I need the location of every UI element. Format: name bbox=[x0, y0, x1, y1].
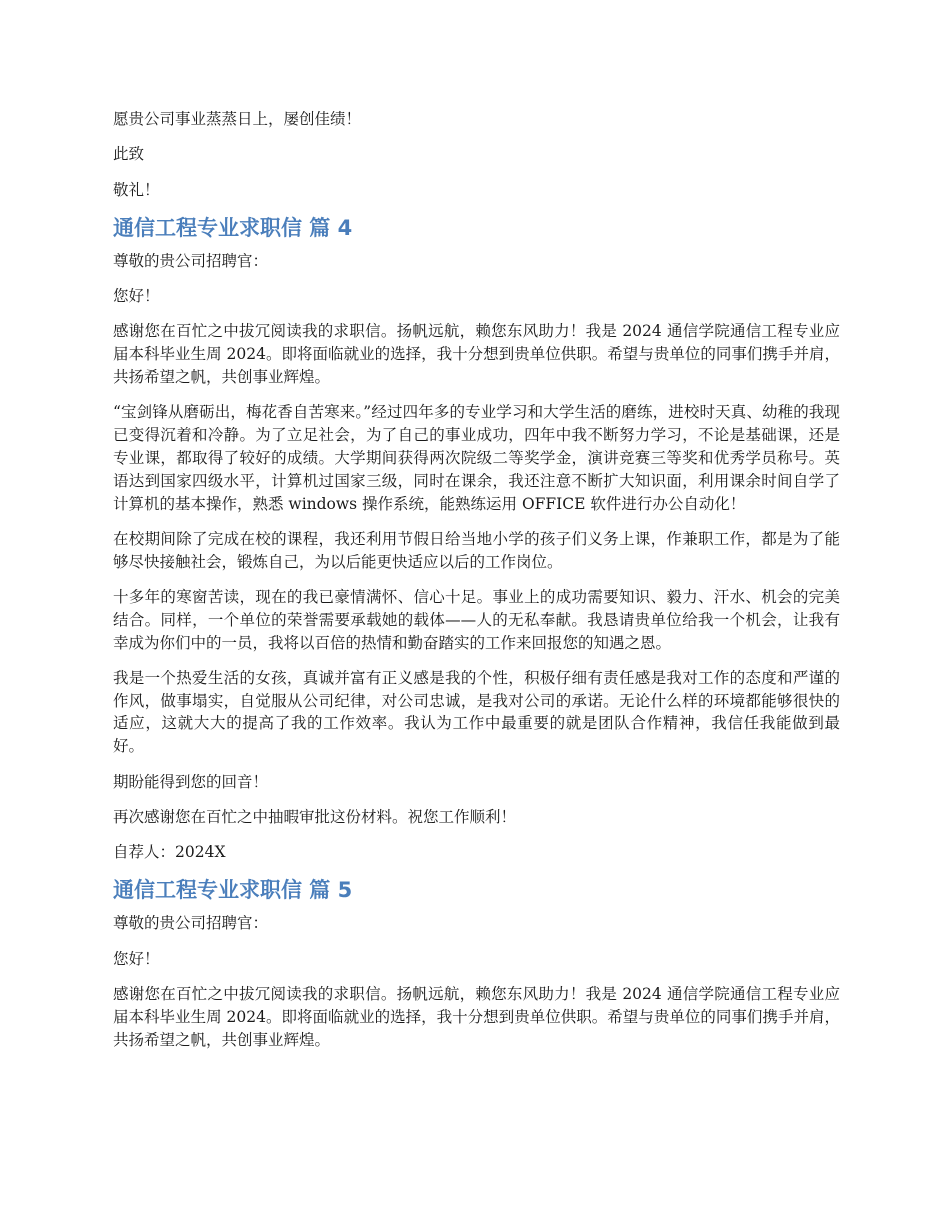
signature: 自荐人：2024X bbox=[113, 843, 226, 862]
body-paragraph: “宝剑锋从磨砺出，梅花香自苦寒来。”经过四年多的专业学习和大学生活的磨练，进校时天真、幼稚的我现已变得沉着和冷静。为了立足社会，为了自己的事业成功，四年中我不断努力学习，不论是基础课，还是专业课，都取得了较好的成绩。大学期间获得两次院级二等奖学金，演讲竞赛三等奖和优秀学员称号。英语达到国家四级水平，计算机过国家三级，同时在课余，我还注意不断扩大知识面，利用课余时间自学了计算机的基本操作，熟悉 windows 操作系统，能熟练运用 OFFICE 软件进行办公自动化！ bbox=[113, 403, 840, 513]
body-paragraph: 十多年的寒窗苦读，现在的我已豪情满怀、信心十足。事业上的成功需要知识、毅力、汗水、机会的完美结合。同样，一个单位的荣誉需要承载她的载体——人的无私奉献。我恳请贵单位给我一个机会，让我有幸成为你们中的一员，我将以百倍的热情和勤奋踏实的工作来回报您的知遇之恩。 bbox=[113, 587, 840, 652]
greeting-hello: 您好！ bbox=[113, 949, 160, 968]
greeting-hello: 您好！ bbox=[113, 287, 160, 306]
section-5-heading: 通信工程专业求职信 篇 5 bbox=[113, 878, 353, 903]
body-paragraph: 感谢您在百忙之中拔冗阅读我的求职信。扬帆远航，赖您东风助力！我是 2024 通信学院通信工程专业应届本科毕业生周 2024。即将面临就业的选择，我十分想到贵单位供职。希望与贵单位的同事们携手并肩，共扬希望之帆，共创事业辉煌。 bbox=[113, 985, 840, 1049]
greeting-recipient: 尊敬的贵公司招聘官： bbox=[113, 914, 269, 933]
body-paragraph: 我是一个热爱生活的女孩，真诚并富有正义感是我的个性，积极仔细有责任感是我对工作的态度和严谨的作风，做事塌实，自觉服从公司纪律，对公司忠诚，是我对公司的承诺。无论什么样的环境都能够很快的适应，这就大大的提高了我的工作效率。我认为工作中最重要的就是团队合作精神，我信任我能做到最好。 bbox=[113, 668, 840, 756]
closing-hope: 期盼能得到您的回音！ bbox=[113, 772, 269, 791]
closing-section bbox=[113, 108, 840, 201]
section-4 bbox=[113, 214, 840, 864]
body-paragraph: 感谢您在百忙之中拔冗阅读我的求职信。扬帆远航，赖您东风助力！我是 2024 通信学院通信工程专业应届本科毕业生周 2024。即将面临就业的选择，我十分想到贵单位供职。希望与贵单位的同事们携手并肩，共扬希望之帆，共创事业辉煌。 bbox=[113, 322, 840, 387]
closing-wish: 愿贵公司事业蒸蒸日上，屡创佳绩！ bbox=[113, 110, 362, 128]
section-4-heading: 通信工程专业求职信 篇 4 bbox=[113, 215, 353, 240]
section-5 bbox=[113, 876, 840, 1051]
closing-thanks: 再次感谢您在百忙之中抽暇审批这份材料。祝您工作顺利！ bbox=[113, 807, 517, 826]
closing-regards: 敬礼！ bbox=[113, 180, 160, 199]
greeting-recipient: 尊敬的贵公司招聘官： bbox=[113, 251, 269, 270]
document-page bbox=[113, 108, 840, 1064]
body-paragraph: 在校期间除了完成在校的课程，我还利用节假日给当地小学的孩子们义务上课，作兼职工作，都是为了能够尽快接触社会，锻炼自己，为以后能更快适应以后的工作岗位。 bbox=[113, 529, 840, 571]
closing-salutation: 此致 bbox=[113, 145, 145, 164]
